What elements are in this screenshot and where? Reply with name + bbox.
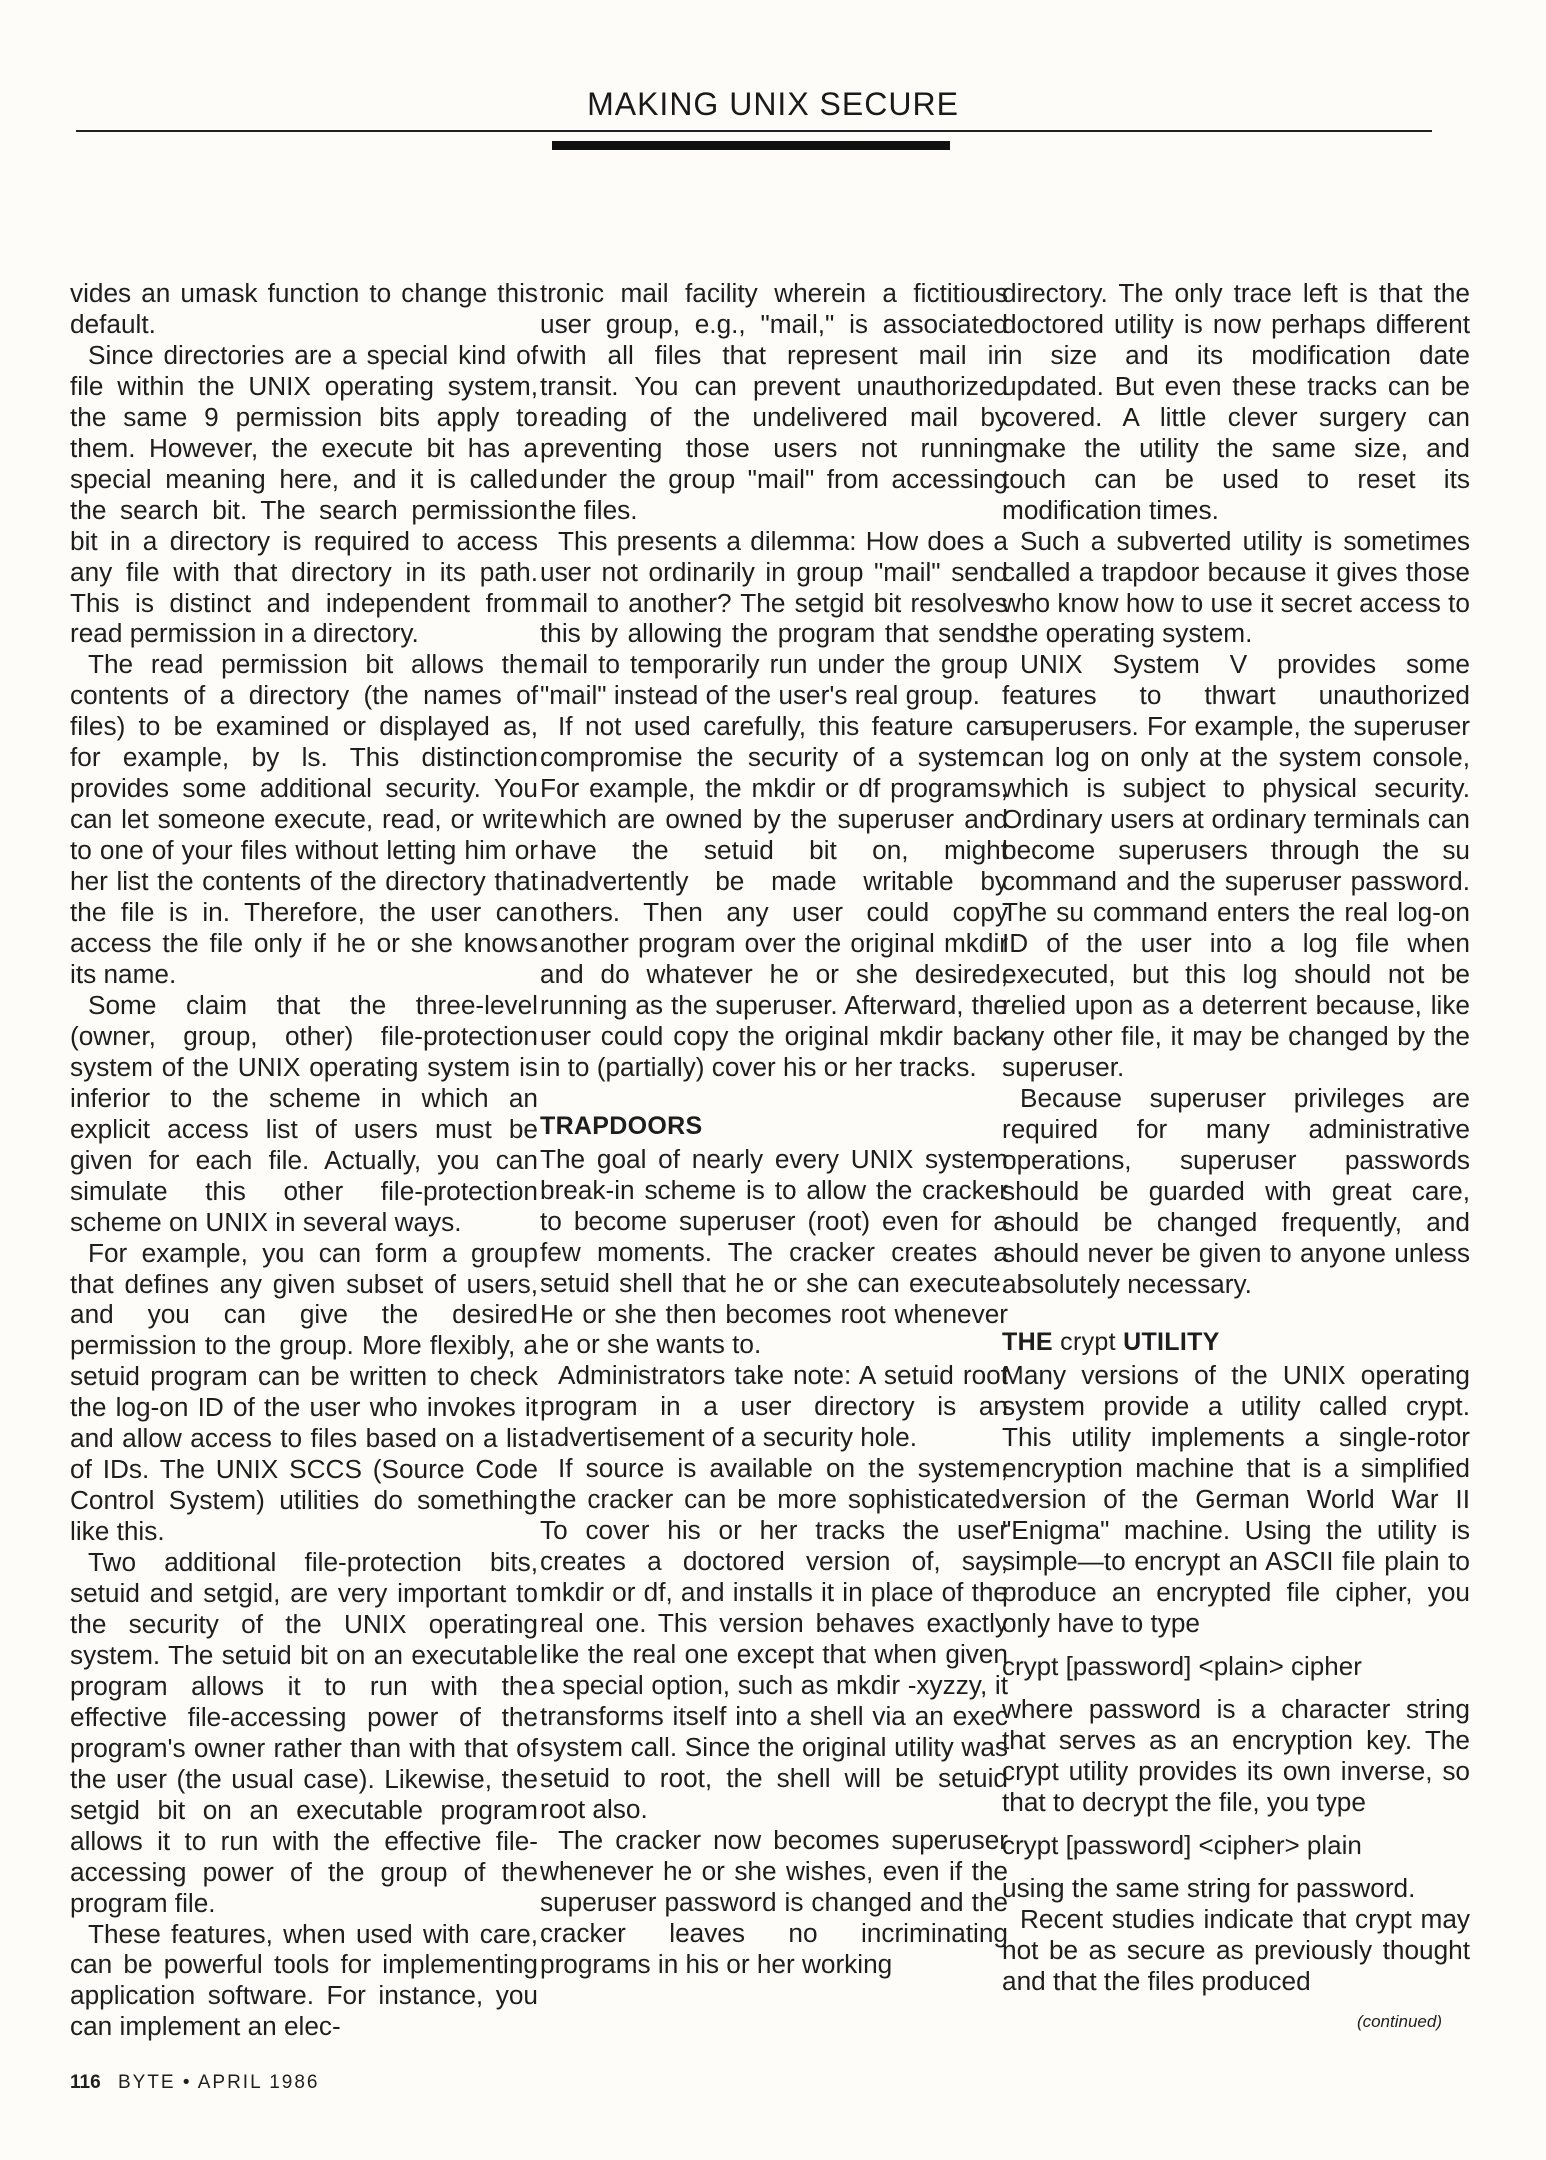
magazine-issue: BYTE • APRIL 1986	[117, 2072, 320, 2093]
paragraph: UNIX System V provides some features to thwart unauthorized superusers. For example, the superuser can log on only at the system console, which is subject to physical security. Ordinary users at ordinary terminals can become superusers through the su command and the superuser password. The su command enters the real log-on ID of the user into a log file when executed, but this log should not be relied upon as a deterrent because, like any other file, it may be changed by the superuser.	[1002, 649, 1470, 1082]
paragraph: Since directories are a special kind of file within the UNIX operating system, the same 9 permission bits apply to them. However, the execute bit has a special meaning here, and it is called the search bit. The search permission bit in a directory is required to access any file with that directory in its path. This is distinct and independent from read permission in a directory.	[70, 339, 538, 649]
paragraph: Two additional file-protection bits, setuid and setgid, are very important to the security of the UNIX operating system. The setuid bit on an executable program allows it to run with the effective file-accessing power of the program's owner rather than with that of the user (the usual case). Likewise, the setgid bit on an executable program allows it to run with the effective file-accessing power of the group of the program file.	[70, 1547, 538, 1918]
column-3	[1002, 278, 1470, 1997]
paragraph: Recent studies indicate that crypt may not be as secure as previously thought and that the files produced	[1002, 1903, 1470, 1996]
paragraph: Some claim that the three-level (owner, group, other) file-protection system of the UNIX operating system is inferior to the scheme in which an explicit access list of users must be given for each file. Actually, you can simulate this other file-protection scheme on UNIX in several ways.	[70, 989, 538, 1237]
paragraph: tronic mail facility wherein a fictitious user group, e.g., "mail," is associated with all files that represent mail in transit. You can prevent unauthorized reading of the undelivered mail by preventing those users not running under the group "mail" from accessing the files.	[540, 278, 1008, 525]
section-heading-crypt	[1002, 1327, 1470, 1358]
paragraph: This presents a dilemma: How does a user not ordinarily in group "mail" send mail to another? The setgid bit resolves this by allowing the program that sends mail to temporarily run under the group "mail" instead of the user's real group.	[540, 525, 1008, 711]
heading-word: UTILITY	[1123, 1328, 1220, 1357]
paragraph: The read permission bit allows the contents of a directory (the names of files) to be examined or displayed as, for example, by ls. This distinction provides some additional security. You can let someone execute, read, or write to one of your files without letting him or her list the contents of the directory that the file is in. Therefore, the user can access the file only if he or she knows its name.	[70, 649, 538, 989]
heading-word: THE	[1002, 1328, 1053, 1357]
column-1	[70, 278, 538, 2042]
paragraph: The cracker now becomes superuser whenever he or she wishes, even if the superuser password is changed and the cracker leaves no incriminating programs in his or her working	[540, 1824, 1008, 1979]
paragraph: These features, when used with care, can be powerful tools for implementing application software. For instance, you can implement an elec-	[70, 1918, 538, 2042]
running-header: MAKING UNIX SECURE	[587, 86, 959, 122]
paragraph: The goal of nearly every UNIX system break-in scheme is to allow the cracker to become superuser (root) even for a few moments. The cracker creates a setuid shell that he or she can execute. He or she then becomes root whenever he or she wants to.	[540, 1143, 1008, 1360]
header-rule	[76, 130, 1432, 132]
paragraph: For example, you can form a group that defines any given subset of users, and you can give the desired permission to the group. More flexibly, a setuid program can be written to check the log-on ID of the user who invokes it and allow access to files based on a list of IDs. The UNIX SCCS (Source Code Control System) utilities do something like this.	[70, 1237, 538, 1547]
continued-note: (continued)	[1356, 2012, 1442, 2031]
paragraph: where password is a character string that serves as an encryption key. The crypt utility provides its own inverse, so that to decrypt the file, you type	[1002, 1693, 1470, 1817]
paragraph: Many versions of the UNIX operating system provide a utility called crypt. This utility implements a single-rotor encryption machine that is a simplified version of the German World War II "Enigma" machine. Using the utility is simple—to encrypt an ASCII file plain to produce an encrypted file cipher, you only have to type	[1002, 1360, 1470, 1639]
heading-word: crypt	[1060, 1328, 1116, 1357]
paragraph: directory. The only trace left is that the doctored utility is now perhaps different in size and its modification date updated. But even these tracks can be covered. A little clever surgery can make the utility the same size, and touch can be used to reset its modification times.	[1002, 278, 1470, 525]
section-heading-trapdoors: TRAPDOORS	[540, 1111, 703, 1140]
paragraph: If not used carefully, this feature can compromise the security of a system. For example, the mkdir or df programs, which are owned by the superuser and have the setuid bit on, might inadvertently be made writable by others. Then any user could copy another program over the original mkdir and do whatever he or she desired, running as the superuser. Afterward, the user could copy the original mkdir back in to (partially) cover his or her tracks.	[540, 711, 1008, 1082]
column-2	[540, 278, 1008, 1979]
header-rule-bar	[552, 141, 950, 150]
command-line-encrypt: crypt [password] <plain> cipher	[1002, 1650, 1362, 1681]
paragraph: Such a subverted utility is sometimes called a trapdoor because it gives those who know how to use it secret access to the operating system.	[1002, 525, 1470, 649]
paragraph: Because superuser privileges are required for many administrative operations, superuser passwords should be guarded with great care, should be changed frequently, and should never be given to anyone unless absolutely necessary.	[1002, 1082, 1470, 1299]
paragraph: Administrators take note: A setuid root program in a user directory is an advertisement of a security hole.	[540, 1360, 1008, 1453]
page-footer	[70, 2072, 319, 2094]
paragraph: If source is available on the system, the cracker can be more sophisticated. To cover his or her tracks the user creates a doctored version of, say, mkdir or df, and installs it in place of the real one. This version behaves exactly like the real one except that when given a special option, such as mkdir -xyzzy, it transforms itself into a shell via an exec system call. Since the original utility was setuid to root, the shell will be setuid root also.	[540, 1453, 1008, 1824]
paragraph: using the same string for password.	[1002, 1872, 1416, 1903]
command-line-decrypt: crypt [password] <cipher> plain	[1002, 1829, 1362, 1860]
paragraph: vides an umask function to change this default.	[70, 278, 538, 339]
page-number: 116	[70, 2072, 101, 2093]
